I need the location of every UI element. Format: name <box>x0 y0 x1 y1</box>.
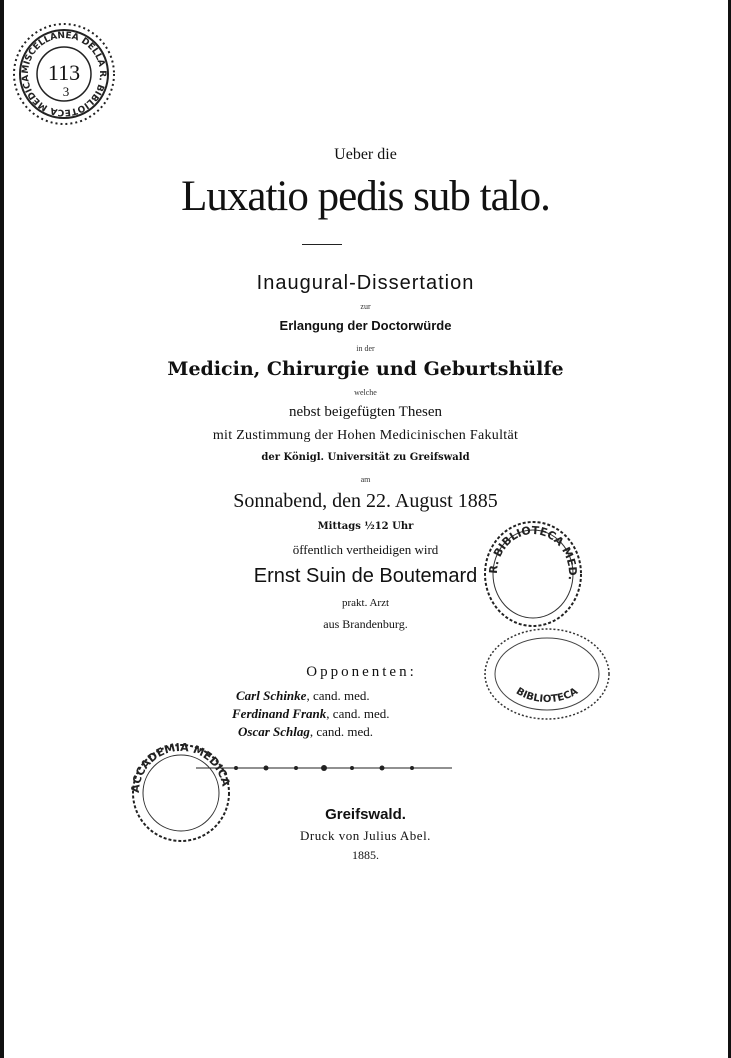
svg-text:R. BIBLIOTECA MED. <box>487 524 579 581</box>
defense-date: Sonnabend, den 22. August 1885 <box>233 490 498 512</box>
dissertation-kind: Inaugural-Dissertation <box>256 272 475 294</box>
connector-zur: zur <box>360 302 371 311</box>
opponent-role: , cand. med. <box>326 706 390 721</box>
page-title: Luxatio pedis sub talo. <box>181 173 550 220</box>
svg-text:BIBLIOTECA <box>514 686 580 705</box>
stamp-ring-text: BIBLIOTECA <box>513 685 580 706</box>
stamp-subnumber: 3 <box>62 84 70 99</box>
stamp-ring-text: ACCADEMIA MEDICA <box>128 740 233 794</box>
stamp-ring-text: MISCELLANEA DELLA R. BIBLIOTECA MEDICA <box>20 30 108 118</box>
connector-in-der: in der <box>356 344 375 353</box>
svg-text:ACCADEMIA MEDICA <box>129 741 233 794</box>
stamp-ring-text: R. BIBLIOTECA MED. <box>486 523 580 581</box>
opponent-role: , cand. med. <box>306 688 370 703</box>
university-line: der Königl. Universität zu Greifswald <box>261 452 470 463</box>
theses-line: nebst beigefügten Thesen <box>288 404 442 420</box>
imprint-city: Greifswald. <box>325 806 406 823</box>
opponent-name: Carl Schinke <box>236 688 307 703</box>
library-stamp-right-lower <box>480 624 614 724</box>
opponent-role: , cand. med. <box>309 724 374 739</box>
connector-welche: welche <box>354 388 377 397</box>
opponents-heading: Opponenten: <box>306 664 417 680</box>
defend-line: öffentlich vertheidigen wird <box>292 542 439 557</box>
imprint-printer: Druck von Julius Abel. <box>300 828 431 843</box>
library-stamp-left-lower <box>118 740 244 846</box>
opponent-row <box>232 706 389 722</box>
consent-line: mit Zustimmung der Hohen Medicinischen Fakultät <box>212 428 519 443</box>
opponent-row <box>236 688 370 704</box>
author-origin: aus Brandenburg. <box>323 617 408 631</box>
title-divider <box>302 244 342 245</box>
library-stamp-right-upper <box>480 516 586 632</box>
opponent-name: Oscar Schlag <box>238 724 310 739</box>
library-stamp-top-left <box>8 18 120 130</box>
defense-time: Mittags ½12 Uhr <box>317 521 414 532</box>
opponent-row <box>238 724 373 740</box>
pre-title: Ueber die <box>334 146 397 163</box>
author-role: prakt. Arzt <box>341 597 390 609</box>
faculty-subjects: Medicin, Chirurgie und Geburtshülfe <box>167 358 564 380</box>
connector-am: am <box>360 475 371 484</box>
opponent-name: Ferdinand Frank <box>232 706 327 721</box>
imprint-year: 1885. <box>352 848 379 862</box>
dissertation-purpose: Erlangung der Doctorwürde <box>279 318 452 333</box>
stamp-number: 113 <box>47 60 81 85</box>
author-name: Ernst Suin de Boutemard <box>253 565 478 587</box>
